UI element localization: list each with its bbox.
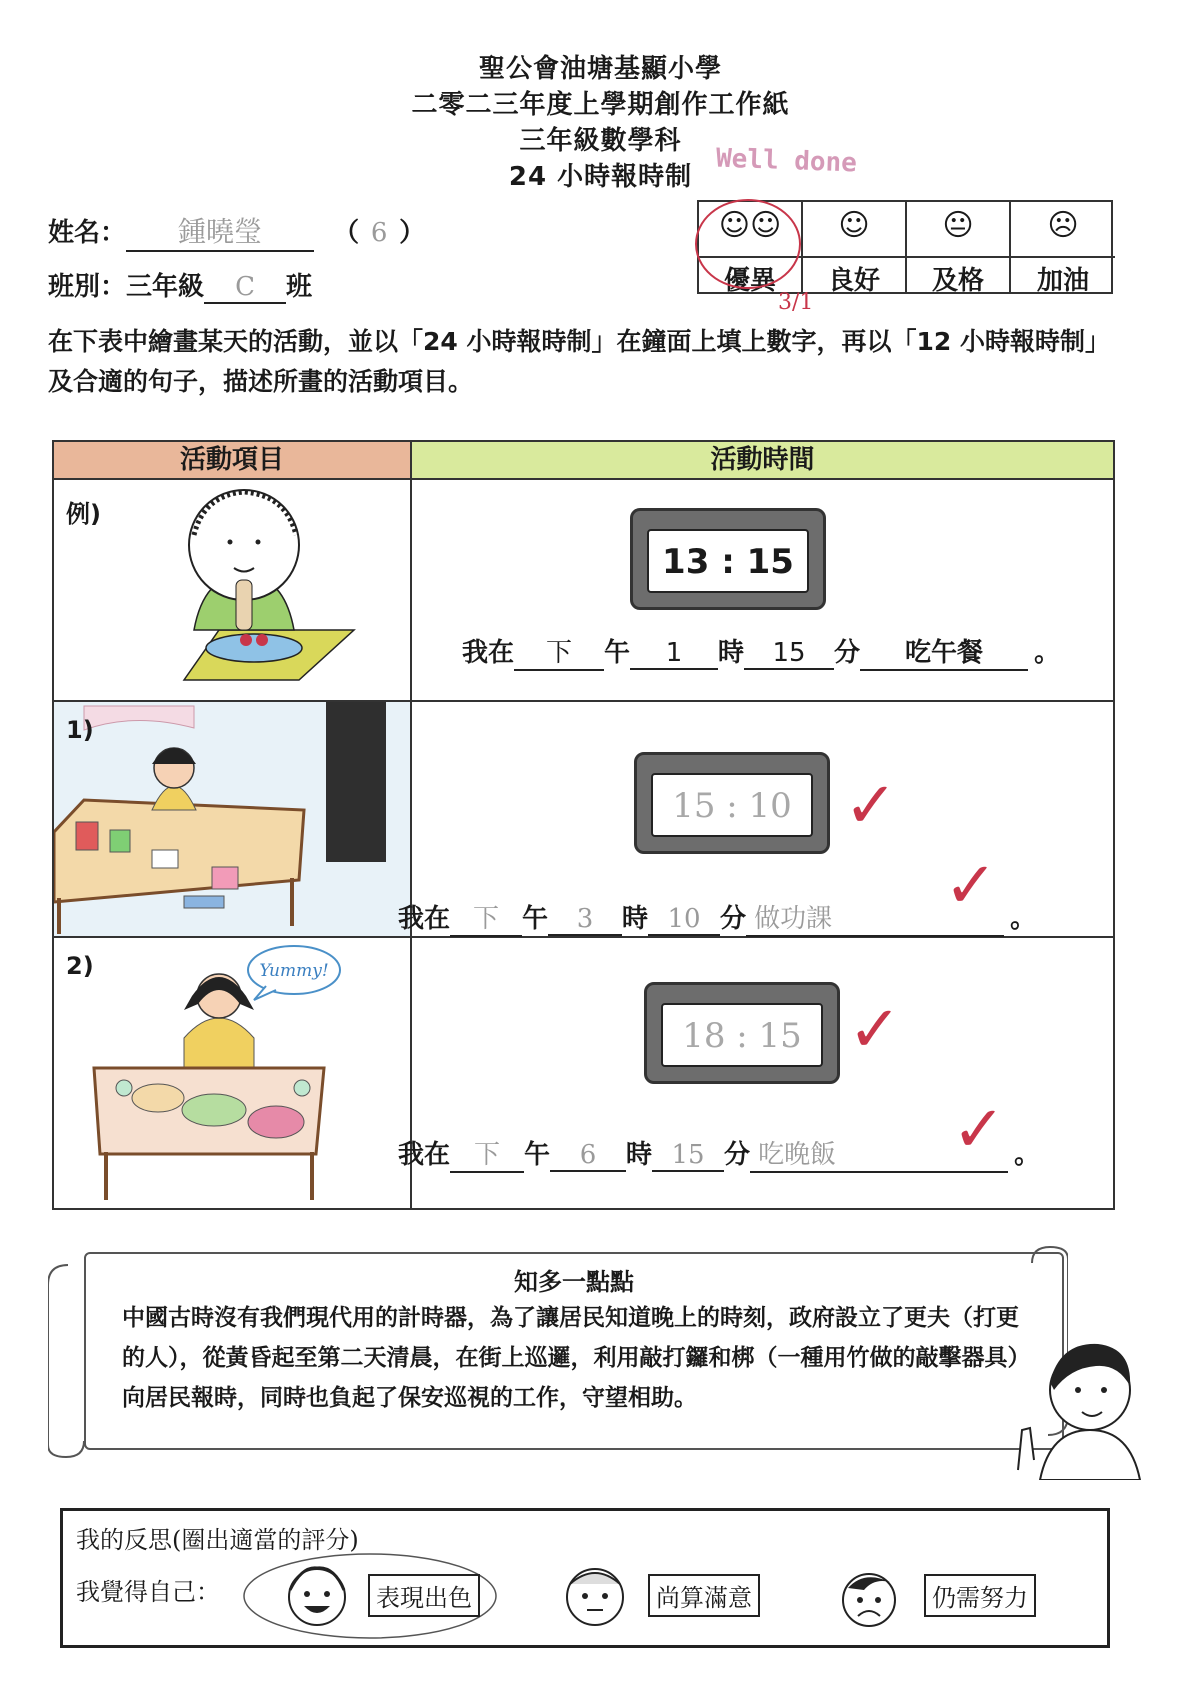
option-needs-effort[interactable]: 仍需努力	[924, 1574, 1036, 1617]
neutral-face-icon	[560, 1562, 630, 1632]
topic-title: 24 小時報時制	[508, 162, 693, 192]
ampm-suffix: 午	[522, 904, 549, 934]
ampm-field: 下	[450, 1134, 524, 1173]
ampm-field: 下	[514, 632, 604, 671]
student-class: C	[204, 272, 286, 304]
rating-label: 及格	[907, 256, 1009, 296]
girl-homework-illustration	[54, 702, 412, 936]
sentence-end: 。	[1010, 904, 1037, 934]
sentence-prefix: 我在	[398, 1140, 451, 1170]
minute-unit: 分	[720, 904, 747, 934]
check-mark-icon: ✓	[844, 769, 898, 843]
time-sentence	[462, 632, 1060, 671]
student-info	[48, 210, 425, 252]
ampm-suffix: 午	[524, 1140, 551, 1170]
hour-unit: 時	[626, 1140, 653, 1170]
number-open: （	[333, 218, 360, 248]
teacher-stamp: Well done	[715, 143, 858, 179]
activity-field: 做功課	[746, 898, 1004, 937]
class-suffix: 班	[286, 272, 313, 302]
check-mark-icon: ✓	[952, 1093, 1006, 1167]
table-row	[54, 480, 1113, 702]
clock-display: 18 : 15	[661, 1003, 823, 1067]
hour-unit: 時	[718, 638, 745, 668]
minute-field: 10	[648, 904, 720, 936]
sentence-prefix: 我在	[462, 638, 515, 668]
rating-try-harder[interactable]	[1011, 202, 1115, 296]
happy-face-icon	[282, 1562, 352, 1632]
activity-table	[52, 440, 1115, 1210]
activity-drawing	[54, 938, 412, 1208]
option-excellent[interactable]: 表現出色	[368, 1574, 480, 1617]
check-mark-icon: ✓	[848, 993, 902, 1067]
rating-circle-mark	[690, 192, 820, 302]
mark-date: 3/1	[778, 290, 814, 315]
knowledge-text: 中國古時沒有我們現代用的計時器，為了讓居民知道晚上的時刻，政府設立了更夫（打更的人），從黃昏起至第二天清晨，在街上巡邏，利用敲打鑼和梆（一種用竹做的敲擊器具）向居民報時，同時也負起了保安巡視的工作，守望相助。	[122, 1305, 1019, 1411]
hour-field: 6	[550, 1140, 626, 1172]
smile-icon: ☺	[838, 208, 870, 243]
neutral-face-icon: 😐	[942, 208, 974, 243]
number-close: ）	[399, 218, 426, 248]
hour-field: 1	[630, 638, 718, 670]
minute-field: 15	[744, 638, 834, 670]
col-activity-header: 活動項目	[54, 442, 412, 480]
digital-clock	[630, 508, 826, 610]
instructions: 在下表中繪畫某天的活動，並以「24 小時報時制」在鐘面上填上數字，再以「12 小時報時制」及合適的句子，描述所畫的活動項目。	[48, 327, 1098, 396]
class-label: 班別：三年級	[48, 272, 205, 302]
rating-label: 優異	[699, 256, 801, 296]
student-name: 鍾曉瑩	[126, 210, 314, 252]
girl-dinner-illustration	[54, 938, 412, 1208]
boy-eating-illustration	[54, 480, 412, 700]
name-label: 姓名：	[48, 218, 127, 248]
sentence-prefix: 我在	[398, 904, 451, 934]
col-time-header: 活動時間	[412, 442, 1113, 480]
rating-label: 加油	[1011, 256, 1115, 296]
term-title: 二零二三年度上學期創作工作紙	[411, 90, 790, 120]
row-label: 1)	[66, 716, 94, 744]
minute-field: 15	[652, 1140, 724, 1172]
clock-display: 13 : 15	[647, 529, 809, 593]
sentence-end: 。	[1014, 1140, 1041, 1170]
ampm-field: 下	[450, 898, 522, 937]
table-row	[54, 938, 1113, 1208]
ampm-suffix: 午	[604, 638, 631, 668]
digital-clock	[634, 752, 830, 854]
table-row	[54, 702, 1113, 938]
activity-drawing	[54, 480, 412, 700]
smile-icon: ☺☺	[718, 208, 782, 243]
rating-label: 良好	[803, 256, 905, 296]
rating-pass[interactable]	[907, 202, 1011, 296]
activity-field: 吃晚飯	[750, 1134, 1008, 1173]
reflection-title: 我的反思(圈出適當的評分)	[76, 1526, 359, 1554]
clock-display: 15 : 10	[651, 773, 813, 837]
activity-field: 吃午餐	[860, 632, 1028, 671]
digital-clock	[644, 982, 840, 1084]
student-number: 6	[370, 218, 388, 248]
school-name: 聖公會油塘基顯小學	[478, 54, 722, 84]
row-label: 例)	[66, 500, 101, 528]
sentence-end: 。	[1034, 638, 1061, 668]
minute-unit: 分	[724, 1140, 751, 1170]
frown-icon: ☹	[1047, 208, 1079, 243]
subject-title: 三年級數學科	[519, 126, 682, 156]
minute-unit: 分	[834, 638, 861, 668]
sad-face-icon	[834, 1562, 904, 1632]
check-mark-icon: ✓	[944, 849, 998, 923]
speech-bubble-text: Yummy!	[259, 961, 329, 981]
time-sentence	[398, 898, 1036, 937]
reflection-prompt: 我覺得自己：	[76, 1578, 220, 1606]
activity-drawing	[54, 702, 412, 936]
hour-unit: 時	[622, 904, 649, 934]
row-label: 2)	[66, 952, 94, 980]
time-sentence	[398, 1134, 1040, 1173]
class-info	[48, 266, 312, 304]
hour-field: 3	[548, 904, 622, 936]
knowledge-title: 知多一點點	[514, 1268, 634, 1296]
option-satisfactory[interactable]: 尚算滿意	[648, 1574, 760, 1617]
teacher-pointing-illustration	[1000, 1320, 1150, 1480]
